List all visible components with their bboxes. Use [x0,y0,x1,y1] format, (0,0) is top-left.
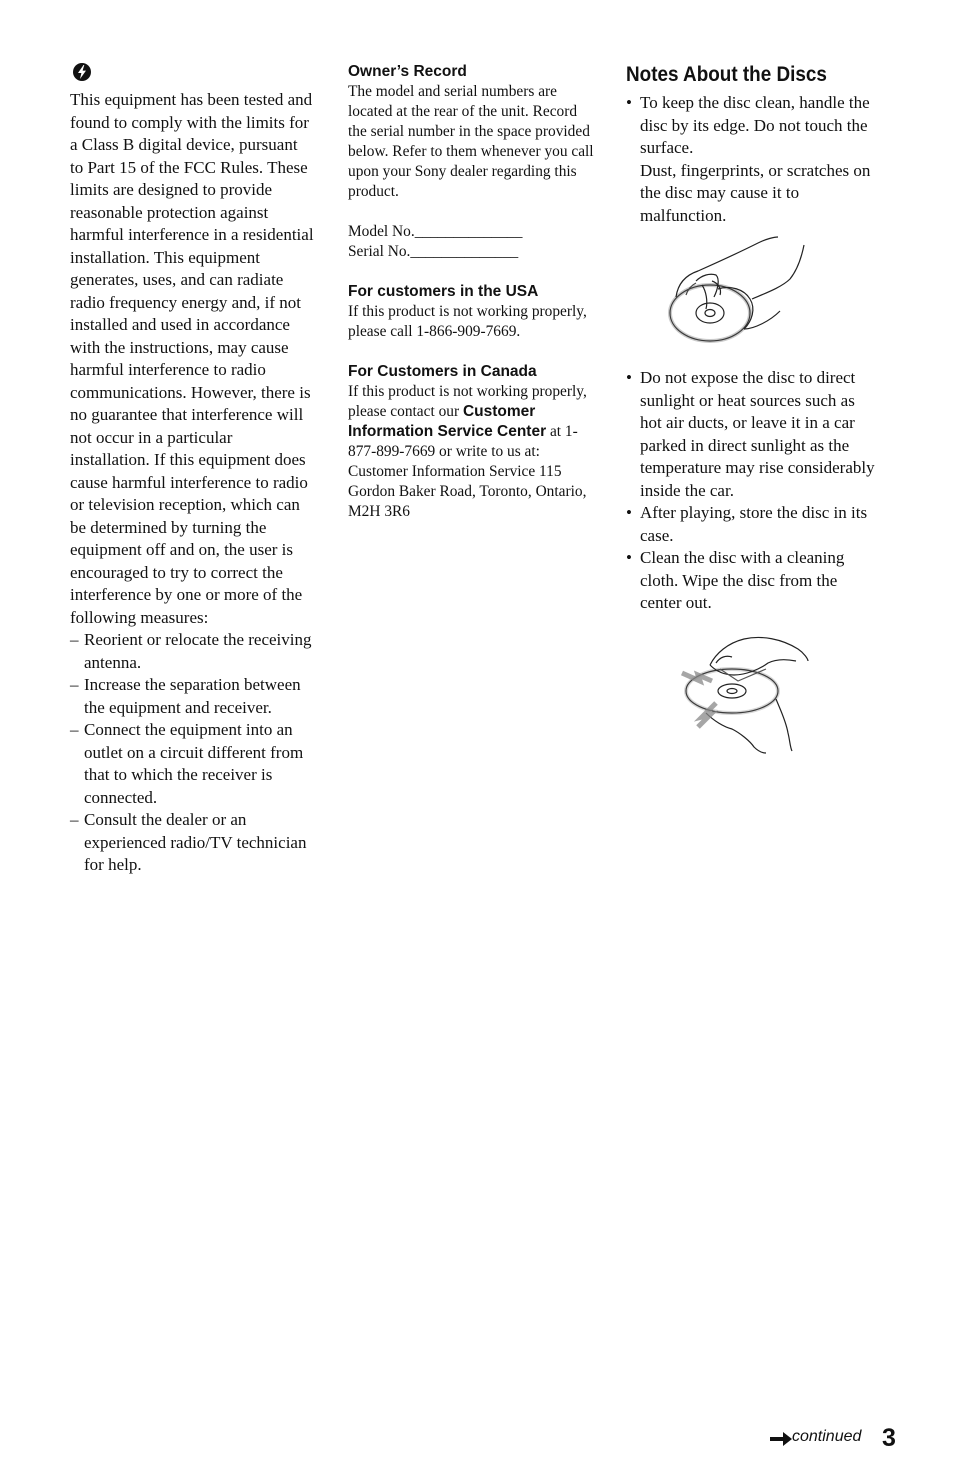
serial-number-field: Serial No.______________ [348,243,519,260]
service-center-name: Customer Information Service Center [348,403,547,440]
section-title: Notes About the Discs [626,63,827,86]
arrow-right-icon [770,1432,792,1446]
usa-body: If this product is not working properly, please call 1-866-909-7669. [348,303,587,340]
page-number: 3 [882,1424,896,1452]
owners-record-heading: Owner’s Record [348,63,467,80]
lightning-note-icon [72,62,92,82]
disc-notes-column [626,62,876,754]
hand-holding-disc-illustration [666,235,816,345]
owners-record-section [348,62,594,202]
list-item: • After playing, store the disc in its case. [626,502,876,547]
fcc-measures-list [70,629,314,877]
model-number-field: Model No.______________ [348,223,523,240]
list-item: – Increase the separation between the equipment and receiver. [70,674,314,719]
usa-heading: For customers in the USA [348,283,539,300]
owners-record-body: The model and serial numbers are located at the rear of the unit. Record the serial number in the space provided below. Refer to them whenever you call upon your Sony dealer regarding this product. [348,83,594,200]
fcc-notice-column [70,62,314,877]
bullet-subtext: Dust, fingerprints, or scratches on the disc may cause it to malfunction. [640,160,871,225]
canada-body [348,382,594,522]
canada-body-start: If this product is not working properly, please contact our [348,383,587,420]
disc-notes-list-2 [626,367,876,615]
owner-info-column [348,62,594,542]
list-item: – Consult the dealer or an experienced radio/TV technician for help. [70,809,314,877]
page-footer [768,1424,908,1458]
canada-section [348,362,594,522]
list-item: • Do not expose the disc to direct sunlight or heat sources such as hot air ducts, or leave it in a car parked in direct sunlight as the temperature may rise considerably inside the car. [626,367,876,502]
list-item [626,92,876,227]
fcc-paragraph: This equipment has been tested and found to comply with the limits for a Class B digital device, pursuant to Part 15 of the FCC Rules. These limits are designed to provide reasonable protection against harmful interference in a residential installation. This equipment generates, uses, and can radiate radio frequency energy and, if not installed and used in accordance with the instructions, may cause harmful interference to radio communications. However, there is no guarantee that interference will not occur in a particular installation. If this equipment does cause harmful interference to radio or television reception, which can be determined by turning the equipment off and on, the user is encouraged to try to correct the interference by one or more of the following measures: [70,90,314,627]
usa-section [348,282,594,342]
list-item: • Clean the disc with a cleaning cloth. Wipe the disc from the center out. [626,547,876,615]
hands-cleaning-disc-illustration [680,629,810,754]
list-item: – Connect the equipment into an outlet on a circuit different from that to which the receiver is connected. [70,719,314,809]
disc-notes-list-1 [626,92,876,227]
canada-heading: For Customers in Canada [348,363,537,380]
list-item: – Reorient or relocate the receiving antenna. [70,629,314,674]
bullet-text: • To keep the disc clean, handle the disc by its edge. Do not touch the surface. [640,93,870,157]
continued-label: continued [792,1428,862,1445]
canada-body-end: at 1-877-899-7669 or write to us at: Customer Information Service 115 Gordon Baker Road, Toronto, Ontario, M2H 3R6 [348,423,587,520]
record-fields [348,222,594,262]
